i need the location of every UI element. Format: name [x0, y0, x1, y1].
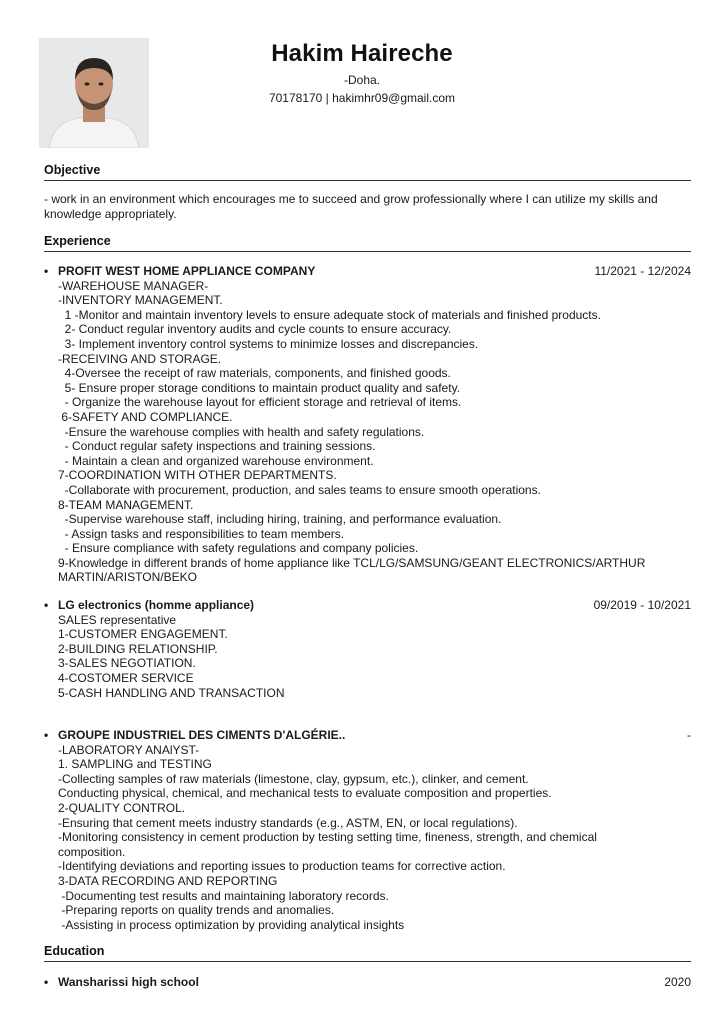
candidate-name: Hakim Haireche	[271, 40, 453, 67]
resume-header	[0, 40, 724, 107]
entry-line: -Ensure the warehouse complies with health and safety regulations.	[58, 424, 425, 439]
entry-line: 8-TEAM MANAGEMENT.	[58, 497, 194, 512]
entry-line: -Monitoring consistency in cement production by testing setting time, fineness, strength, and chemical	[58, 830, 597, 845]
experience-entry	[44, 264, 691, 585]
education-entry	[44, 975, 691, 990]
entry-line: 1-CUSTOMER ENGAGEMENT.	[58, 627, 228, 642]
entry-line: 3-SALES NEGOTIATION.	[58, 656, 196, 671]
entry-line: 4-COSTOMER SERVICE	[58, 670, 194, 685]
entry-line: 3-DATA RECORDING AND REPORTING	[58, 873, 278, 888]
entry-line: 2- Conduct regular inventory audits and cycle counts to ensure accuracy.	[58, 322, 452, 337]
experience-entry	[44, 728, 691, 932]
entry-line: 5- Ensure proper storage conditions to maintain product quality and safety.	[58, 380, 461, 395]
entry-date: -	[687, 728, 691, 742]
entry-title: • Wansharissi high school	[44, 975, 199, 990]
entry-line: -LABORATORY ANAlYST-	[58, 742, 200, 757]
entry-title: • PROFIT WEST HOME APPLIANCE COMPANY	[44, 264, 315, 279]
entry-line: 1. SAMPLING and TESTING	[58, 757, 212, 772]
entry-line: -Collecting samples of raw materials (limestone, clay, gypsum, etc.), clinker, and cement.	[58, 771, 529, 786]
entry-date: 11/2021 - 12/2024	[594, 264, 691, 278]
entry-line: -RECEIVING AND STORAGE.	[58, 351, 222, 366]
experience-entry	[44, 598, 691, 700]
entry-line: -Preparing reports on quality trends and anomalies.	[58, 903, 335, 918]
location: -Doha.	[343, 73, 381, 87]
entry-line: 3- Implement inventory control systems to minimize losses and discrepancies.	[58, 336, 479, 351]
entry-line: 1 -Monitor and maintain inventory levels to ensure adequate stock of materials and finished products.	[58, 307, 601, 322]
entry-line: 4-Oversee the receipt of raw materials, components, and finished goods.	[58, 366, 451, 381]
entry-date: 2020	[664, 975, 691, 989]
entry-line: -Ensuring that cement meets industry standards (e.g., ASTM, EN, or local regulations).	[58, 815, 518, 830]
entry-line: -Assisting in process optimization by providing analytical insights	[58, 917, 405, 932]
entry-title: • LG electronics (homme appliance)	[44, 598, 254, 613]
education-section-title: Education	[44, 944, 691, 962]
objective-text: - work in an environment which encourages me to succeed and grow professionally where I can utilize my skills and knowledge appropriately.	[44, 192, 658, 221]
entry-line: - Organize the warehouse layout for efficient storage and retrieval of items.	[58, 395, 462, 410]
entry-line: 2-QUALITY CONTROL.	[58, 800, 186, 815]
entry-line: 9-Knowledge in different brands of home appliance like TCL/LG/SAMSUNG/GEANT ELECTRONICS/ARTHUR	[58, 555, 646, 570]
entry-line: 2-BUILDING RELATIONSHIP.	[58, 641, 218, 656]
entry-line: - Assign tasks and responsibilities to team members.	[58, 526, 345, 541]
entry-date: 09/2019 - 10/2021	[593, 598, 691, 612]
contact-line: 70178170 | hakimhr09@gmail.com	[268, 91, 456, 105]
entry-line: -Supervise warehouse staff, including hiring, training, and performance evaluation.	[58, 512, 502, 527]
entry-line: 6-SAFETY AND COMPLIANCE.	[58, 409, 233, 424]
entry-line: - Conduct regular safety inspections and training sessions.	[58, 439, 376, 454]
entry-title: • GROUPE INDUSTRIEL DES CIMENTS D'ALGÉRIE..	[44, 728, 345, 743]
entry-line: -Documenting test results and maintaining laboratory records.	[58, 888, 389, 903]
entry-line: -Collaborate with procurement, production, and sales teams to ensure smooth operations.	[58, 482, 541, 497]
entry-line: 5-CASH HANDLING AND TRANSACTION	[58, 685, 285, 700]
entry-line: MARTIN/ARISTON/BEKO	[58, 570, 197, 585]
entry-line: - Ensure compliance with safety regulations and company policies.	[58, 541, 419, 556]
entry-line: - Maintain a clean and organized warehouse environment.	[58, 453, 374, 468]
entry-line: -WAREHOUSE MANAGER-	[58, 278, 209, 293]
entry-line: Conducting physical, chemical, and mechanical tests to evaluate composition and properties.	[58, 786, 552, 801]
entry-line: composition.	[58, 844, 126, 859]
experience-section-title: Experience	[44, 234, 691, 252]
entry-line: 7-COORDINATION WITH OTHER DEPARTMENTS.	[58, 468, 337, 483]
entry-line: -INVENTORY MANAGEMENT.	[58, 293, 223, 308]
objective-section-title: Objective	[44, 163, 691, 181]
entry-line: -Identifying deviations and reporting issues to production teams for corrective action.	[58, 859, 506, 874]
entry-line: SALES representative	[58, 612, 177, 627]
